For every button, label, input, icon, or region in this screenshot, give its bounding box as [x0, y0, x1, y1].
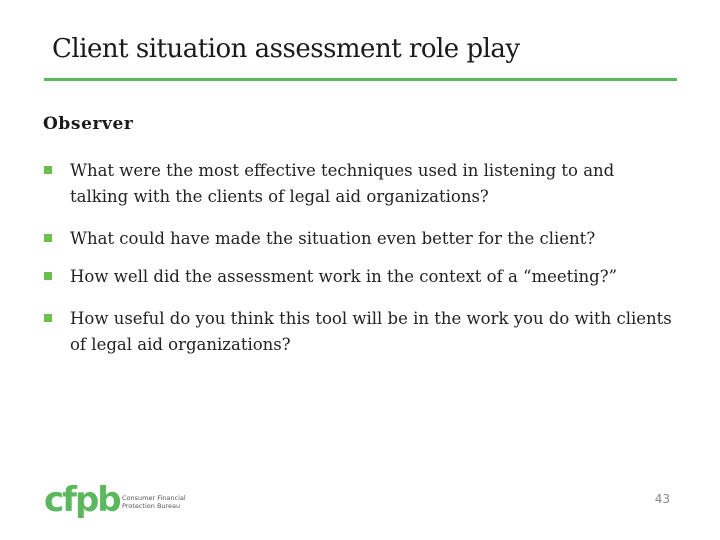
logo-line-2: Protection Bureau [122, 502, 181, 510]
square-bullet-icon [44, 272, 52, 280]
bullet-text: What were the most effective techniques used in listening to and talking with the clients of legal aid organizations? [70, 161, 615, 206]
page-number: 43 [654, 492, 670, 506]
square-bullet-icon [44, 234, 52, 242]
bullet-item [44, 226, 674, 252]
cfpb-logo [44, 480, 224, 520]
bullet-item [44, 306, 674, 358]
bullet-item [44, 158, 674, 210]
square-bullet-icon [44, 314, 52, 322]
logo-line-1: Consumer Financial [122, 494, 186, 502]
title-divider [44, 78, 677, 81]
section-heading: Observer [43, 114, 134, 134]
logo-text [122, 494, 186, 510]
slide-title: Client situation assessment role play [52, 34, 520, 64]
bullet-text: How well did the assessment work in the context of a “meeting?” [70, 267, 618, 286]
bullet-text: What could have made the situation even better for the client? [70, 229, 596, 248]
logo-mark: cfpb [44, 480, 120, 520]
square-bullet-icon [44, 166, 52, 174]
bullet-item [44, 264, 674, 290]
bullet-text: How useful do you think this tool will be in the work you do with clients of legal aid organizations? [70, 309, 672, 354]
